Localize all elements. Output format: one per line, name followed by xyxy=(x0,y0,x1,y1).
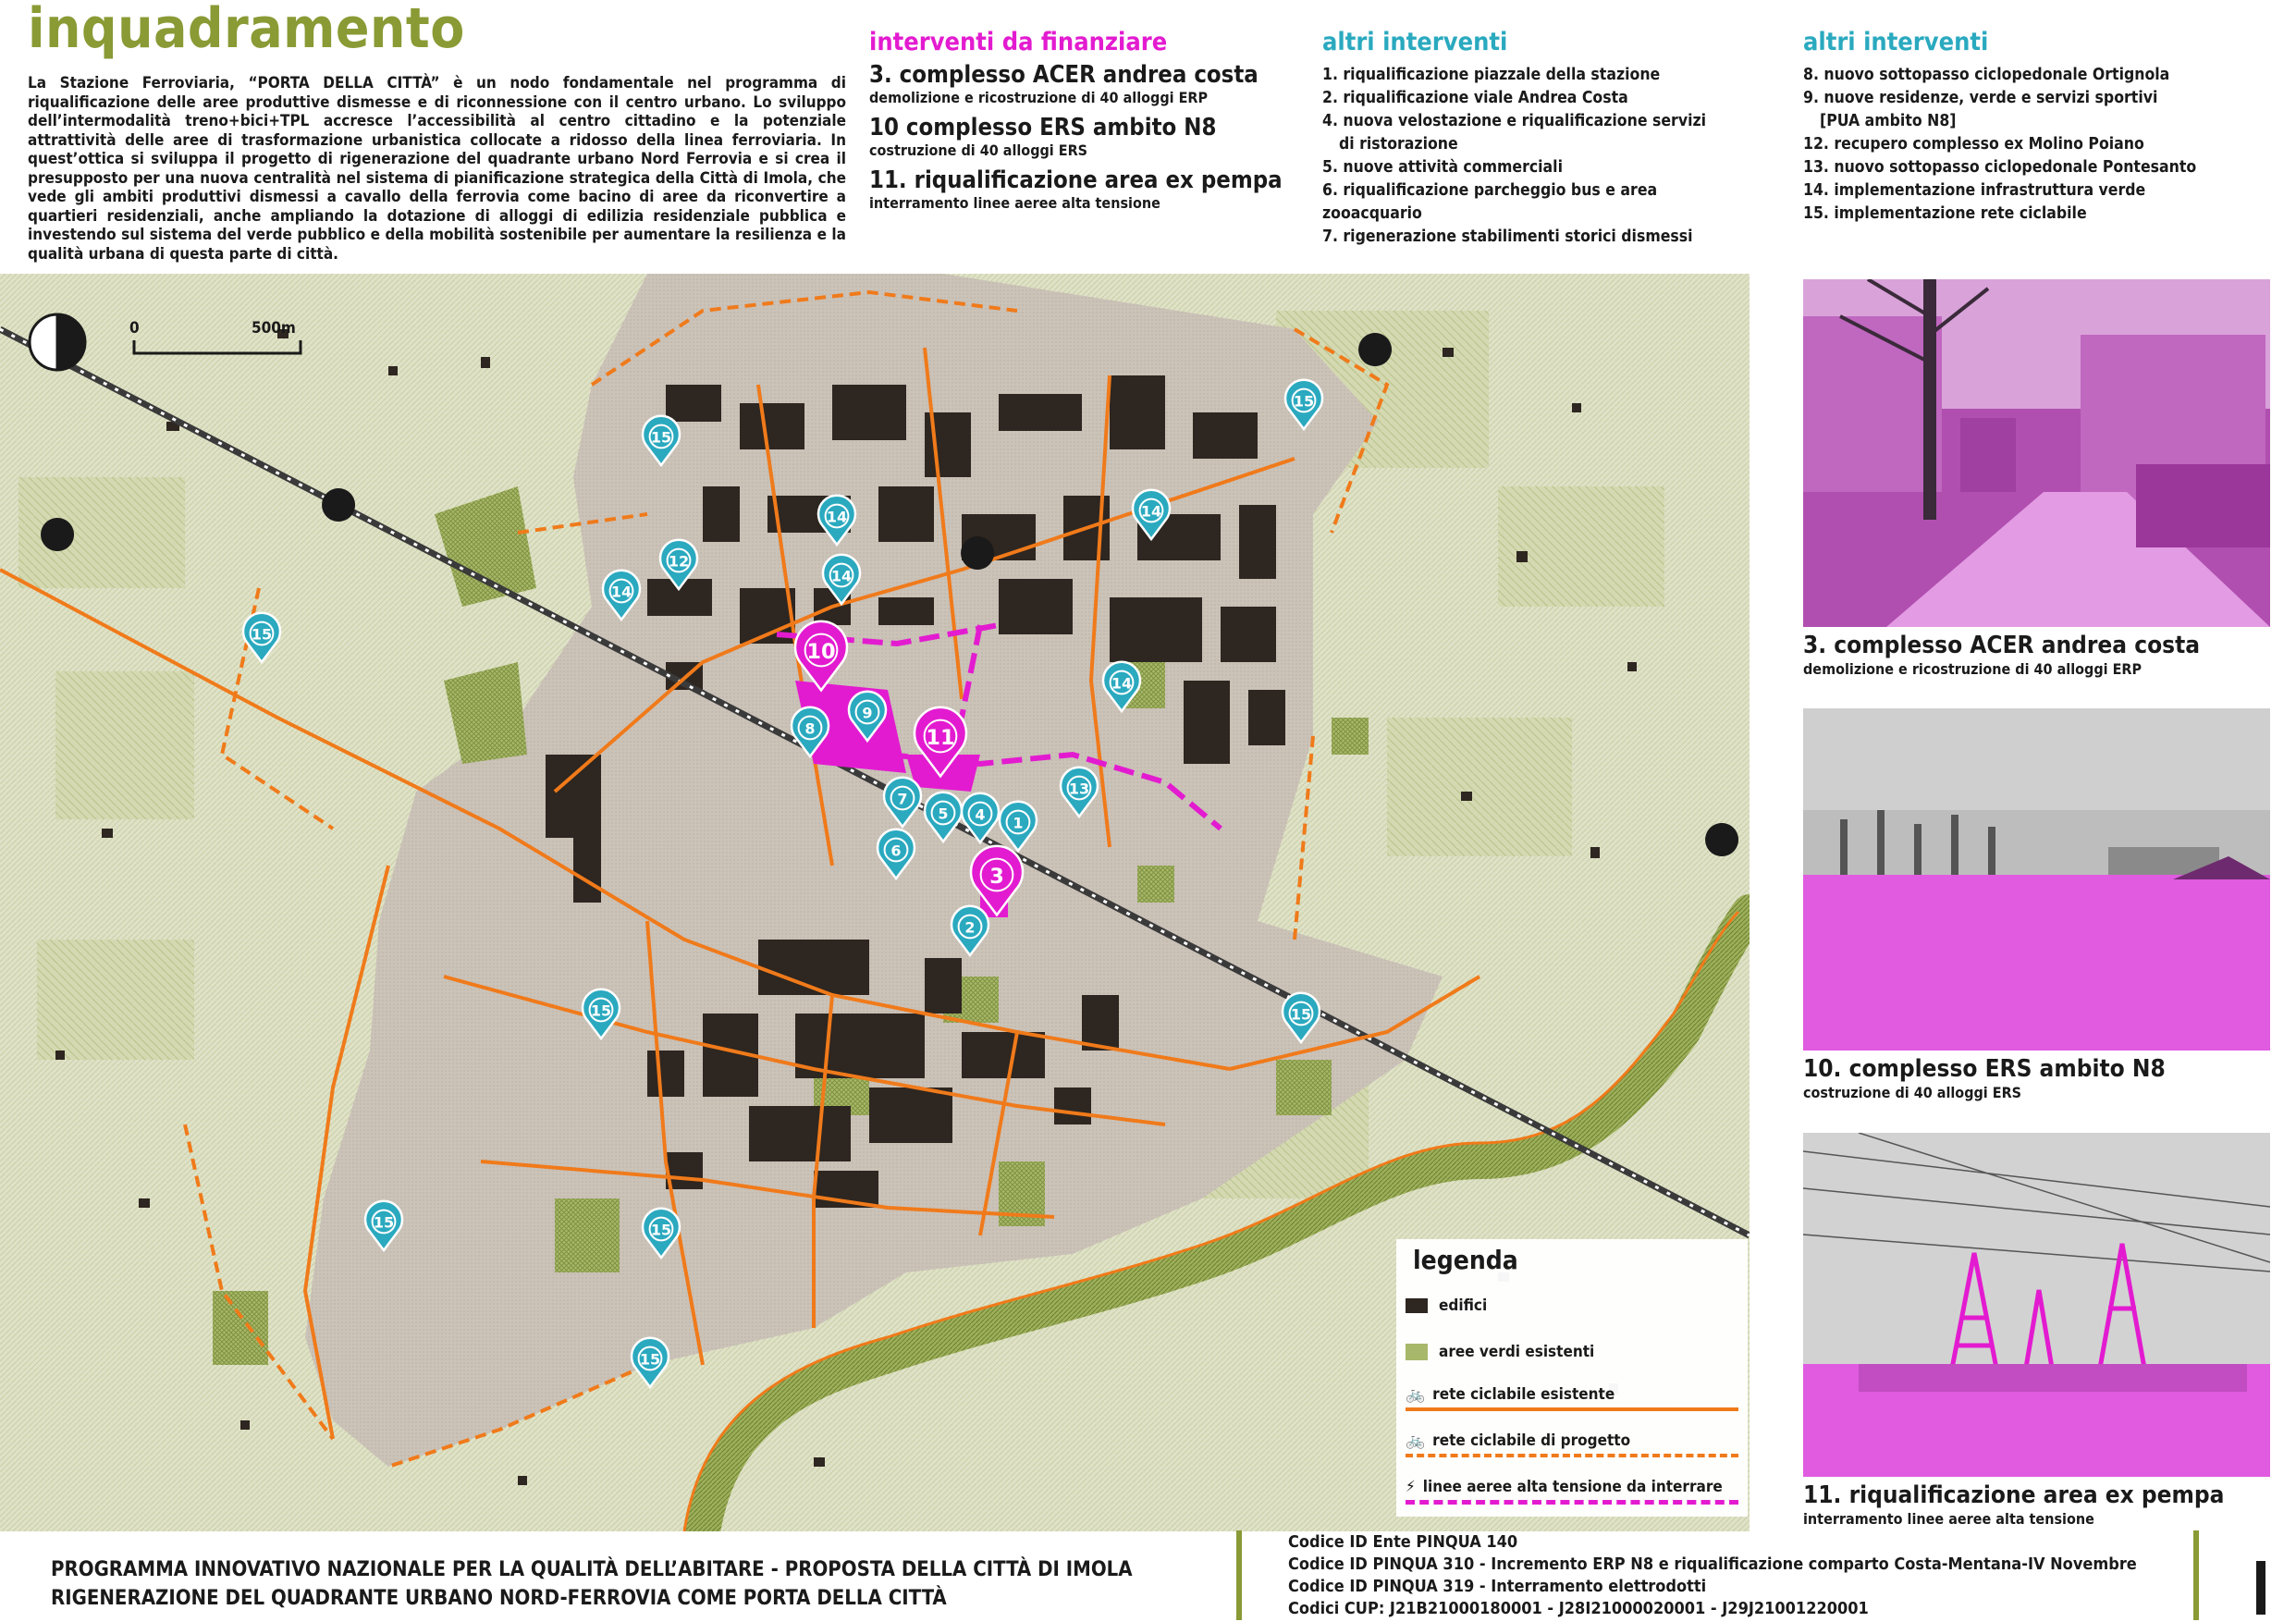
legend-label: aree verdi esistenti xyxy=(1439,1343,1595,1361)
marker-label: 7 xyxy=(897,790,908,808)
marker-label: 15 xyxy=(1293,392,1315,411)
legend-label: rete ciclabile esistente xyxy=(1432,1385,1615,1404)
scale-zero: 0 xyxy=(129,319,140,338)
photo-ers xyxy=(1803,708,2270,1051)
other-item: 8. nuovo sottopasso ciclopedonale Ortignola xyxy=(1803,66,2170,84)
marker-label: 13 xyxy=(1068,780,1090,798)
photo-block-acer xyxy=(1803,279,2270,679)
marker-label: 15 xyxy=(251,625,273,644)
photo-caption: 10. complesso ERS ambito N8 xyxy=(1803,1055,2166,1083)
legend-label: edifici xyxy=(1439,1296,1488,1315)
marker-label: 14 xyxy=(1111,674,1133,693)
marker-label: 1 xyxy=(1013,814,1024,832)
bicycle-icon: 🚲 xyxy=(1406,1432,1426,1450)
footer-divider xyxy=(2193,1530,2199,1620)
marker-label: 4 xyxy=(975,805,986,824)
legend-title: legenda xyxy=(1413,1245,1518,1275)
funded-heading: interventi da finanziare xyxy=(869,28,1168,56)
legend-row-cycle-project xyxy=(1406,1432,1738,1457)
other-interventions-a xyxy=(1322,28,1757,249)
legend xyxy=(1396,1239,1748,1517)
other-interventions-b xyxy=(1803,28,2247,226)
photo-caption: 3. complesso ACER andrea costa xyxy=(1803,632,2201,659)
other-item: 1. riqualificazione piazzale della stazione xyxy=(1322,66,1661,84)
north-arrow xyxy=(30,314,85,370)
footer-code: Codice ID PINQUA 319 - Interramento elettrodotti xyxy=(1288,1577,1707,1596)
marker-label: 2 xyxy=(964,918,976,937)
funded-item-title: 11. riqualificazione area ex pempa xyxy=(869,166,1283,194)
other-item: [PUA ambito N8] xyxy=(1820,112,1957,130)
other-item: 7. rigenerazione stabilimenti storici dismessi xyxy=(1322,227,1693,246)
marker-label: 14 xyxy=(830,567,853,585)
footer-divider xyxy=(1236,1530,1242,1620)
bike-pin-icon xyxy=(961,536,994,570)
marker-label: 14 xyxy=(610,583,632,601)
footer-code: Codice ID Ente PINQUA 140 xyxy=(1288,1532,1518,1552)
funded-item-sub: interramento linee aeree alta tensione xyxy=(869,194,1160,212)
other-heading: altri interventi xyxy=(1803,28,1989,56)
bike-pin-icon xyxy=(41,518,74,551)
marker-label: 9 xyxy=(862,704,873,722)
other-item: 5. nuove attività commerciali xyxy=(1322,158,1563,177)
photo-block-ers xyxy=(1803,708,2270,1102)
photo-caption: 11. riqualificazione area ex pempa xyxy=(1803,1481,2225,1509)
footer-codes xyxy=(1288,1531,2137,1620)
funded-item-sub: costruzione di 40 alloggi ERS xyxy=(869,141,1088,159)
green-swatch-icon xyxy=(1406,1344,1428,1360)
funded-interventions xyxy=(869,28,1313,220)
footer-code: Codici CUP: J21B21000180001 - J28I21000020001 - J29J21001220001 xyxy=(1288,1599,1869,1618)
other-heading: altri interventi xyxy=(1322,28,1508,56)
legend-row-cycle-existing xyxy=(1406,1385,1738,1411)
marker-label: 15 xyxy=(590,1001,612,1020)
dashed-orange-line xyxy=(1406,1454,1738,1457)
marker-label: 15 xyxy=(650,1221,672,1239)
photo-subcaption: interramento linee aeree alta tensione xyxy=(1803,1510,2094,1528)
marker-label: 15 xyxy=(1290,1005,1312,1024)
marker-label: 5 xyxy=(938,805,949,823)
funded-item-sub: demolizione e ricostruzione di 40 alloggi ERP xyxy=(869,89,1209,106)
footer-program-title xyxy=(51,1555,1133,1613)
buildings-swatch-icon xyxy=(1406,1298,1428,1313)
marker-label: 15 xyxy=(373,1213,395,1232)
marker-label: 14 xyxy=(1140,502,1162,521)
marker-label: 3 xyxy=(989,864,1004,889)
intro-paragraph: La Stazione Ferroviaria, “PORTA DELLA CITTÀ” è un nodo fondamentale nel programma di riqualificazione delle aree produttive dismesse e di riconnessione con il centro urbano. Lo sviluppo dell’intermodalità treno+bici+TPL accresce l’accessibilità al centro cittadino e la potenziale attrattività delle aree di trasformazione urbanistica collocate a ridosso della linea ferroviaria. In quest’ottica si sviluppa il progetto di rigenerazione del quadrante urbano Nord Ferrovia e si crea il presupposto per una nuova centralità nel sistema di pianificazione strategica della Città di Imola, che vede gli ambiti produttivi dismessi a cavallo della ferrovia come bacino di aree da riconvertire a quartieri residenziali, anche ampliando la dotazione di alloggi di edilizia residenziale pubblica e investendo sul sistema del verde pubblico e della mobilità sostenibile per aumentare la resilienza e la qualità urbana di questa parte di città. xyxy=(28,74,846,264)
legend-row-green xyxy=(1406,1343,1594,1361)
page-marker xyxy=(2256,1561,2265,1615)
photo-acer xyxy=(1803,279,2270,627)
legend-row-high-voltage xyxy=(1406,1478,1738,1505)
bike-pin-icon xyxy=(1358,333,1392,366)
pylon-icon: ⚡ xyxy=(1406,1478,1416,1496)
funded-item-title: 3. complesso ACER andrea costa xyxy=(869,61,1259,89)
other-item: 12. recupero complesso ex Molino Poiano xyxy=(1803,135,2144,154)
bike-pin-icon xyxy=(322,488,355,522)
funded-item-title: 10 complesso ERS ambito N8 xyxy=(869,114,1217,141)
bike-pin-icon xyxy=(1705,823,1738,856)
marker-label: 12 xyxy=(668,552,690,571)
bicycle-icon: 🚲 xyxy=(1406,1385,1426,1404)
marker-label: 8 xyxy=(804,719,816,738)
other-item: 6. riqualificazione parcheggio bus e area zooacquario xyxy=(1322,181,1658,223)
footer-line: PROGRAMMA INNOVATIVO NAZIONALE PER LA QUALITÀ DELL’ABITARE - PROPOSTA DELLA CITTÀ DI IMOLA xyxy=(51,1558,1133,1581)
photo-subcaption: demolizione e ricostruzione di 40 alloggi ERP xyxy=(1803,660,2143,678)
legend-row-buildings xyxy=(1406,1296,1487,1315)
dashed-magenta-line xyxy=(1406,1500,1738,1505)
marker-label: 15 xyxy=(639,1350,661,1369)
photo-block-pempa xyxy=(1803,1133,2270,1529)
photo-subcaption: costruzione di 40 alloggi ERS xyxy=(1803,1084,2022,1101)
footer-line: RIGENERAZIONE DEL QUADRANTE URBANO NORD-FERROVIA COME PORTA DELLA CITTÀ xyxy=(51,1587,947,1610)
marker-label: 6 xyxy=(890,842,902,860)
solid-orange-line xyxy=(1406,1407,1738,1411)
other-item: 2. riqualificazione viale Andrea Costa xyxy=(1322,89,1628,107)
other-item: 9. nuove residenze, verde e servizi sportivi xyxy=(1803,89,2158,107)
other-item: 13. nuovo sottopasso ciclopedonale Pontesanto xyxy=(1803,158,2197,177)
other-item: 15. implementazione rete ciclabile xyxy=(1803,204,2087,223)
footer-code: Codice ID PINQUA 310 - Incremento ERP N8 e riqualificazione comparto Costa-Mentana-IV Novembre xyxy=(1288,1554,2137,1574)
legend-label: rete ciclabile di progetto xyxy=(1432,1432,1631,1450)
scale-end: 500m xyxy=(252,319,296,338)
legend-label: linee aeree alta tensione da interrare xyxy=(1422,1478,1723,1496)
other-item: 14. implementazione infrastruttura verde xyxy=(1803,181,2146,200)
marker-label: 15 xyxy=(650,428,672,447)
page-title: inquadramento xyxy=(28,0,465,61)
marker-label: 11 xyxy=(926,725,955,750)
marker-label: 10 xyxy=(806,639,836,664)
marker-label: 14 xyxy=(826,508,848,526)
other-item: di ristorazione xyxy=(1339,135,1458,154)
other-item: 4. nuova velostazione e riqualificazione servizi xyxy=(1322,112,1707,130)
photo-pempa xyxy=(1803,1133,2270,1477)
